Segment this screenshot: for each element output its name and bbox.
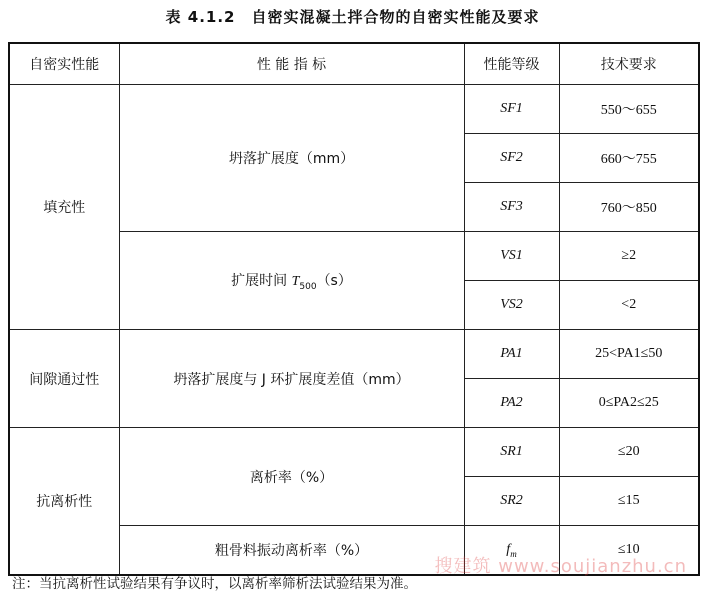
grade-cell: SR1 <box>464 428 559 477</box>
t500-prefix: 扩展时间 <box>231 272 292 289</box>
watermark: 搜建筑 www.soujianzhu.cn <box>434 556 687 577</box>
category-fill: 填充性 <box>9 85 119 330</box>
indicator-slump-flow: 坍落扩展度（mm） <box>119 85 464 232</box>
category-passing: 间隙通过性 <box>9 330 119 428</box>
requirement-cell: ≤10 <box>559 526 699 576</box>
requirement-cell: 550～655 <box>559 85 699 134</box>
performance-table <box>8 42 700 576</box>
table-title: 表 4.1.2 自密实混凝土拌合物的自密实性能及要求 <box>165 8 540 26</box>
grade-cell: SF3 <box>464 183 559 232</box>
grade-cell: PA1 <box>464 330 559 379</box>
requirement-cell: 760～850 <box>559 183 699 232</box>
table-note: 注：当抗离析性试验结果有争议时，以离析率筛析法试验结果为准。 <box>12 576 417 592</box>
t500-suffix: （s） <box>316 272 352 289</box>
table-row <box>9 428 699 477</box>
grade-cell: SF2 <box>464 134 559 183</box>
grade-cell: SF1 <box>464 85 559 134</box>
grade-symbol: f <box>506 541 511 557</box>
header-cell: 性能等级 <box>464 43 559 85</box>
header-cell: 技术要求 <box>559 43 699 85</box>
table-row <box>9 330 699 379</box>
grade-cell: PA2 <box>464 379 559 428</box>
grade-cell: VS2 <box>464 281 559 330</box>
t500-subscript: 500 <box>299 281 317 292</box>
grade-subscript: m <box>510 548 517 559</box>
requirement-cell: 660～755 <box>559 134 699 183</box>
grade-cell: VS1 <box>464 232 559 281</box>
indicator-jring: 坍落扩展度与 J 环扩展度差值（mm） <box>119 330 464 428</box>
indicator-vibration: 粗骨料振动离析率（%） <box>119 526 464 576</box>
requirement-cell: ≤20 <box>559 428 699 477</box>
indicator-sieve: 离析率（%） <box>119 428 464 526</box>
category-segregation: 抗离析性 <box>9 428 119 576</box>
header-cell: 自密实性能 <box>9 43 119 85</box>
t500-symbol: T <box>291 273 300 289</box>
header-cell: 性 能 指 标 <box>119 43 464 85</box>
requirement-cell: <2 <box>559 281 699 330</box>
header-row <box>9 43 699 85</box>
requirement-cell: ≥2 <box>559 232 699 281</box>
indicator-t500 <box>119 232 464 330</box>
requirement-cell: ≤15 <box>559 477 699 526</box>
requirement-cell: 0≤PA2≤25 <box>559 379 699 428</box>
grade-cell: SR2 <box>464 477 559 526</box>
table-row <box>9 85 699 134</box>
requirement-cell: 25<PA1≤50 <box>559 330 699 379</box>
